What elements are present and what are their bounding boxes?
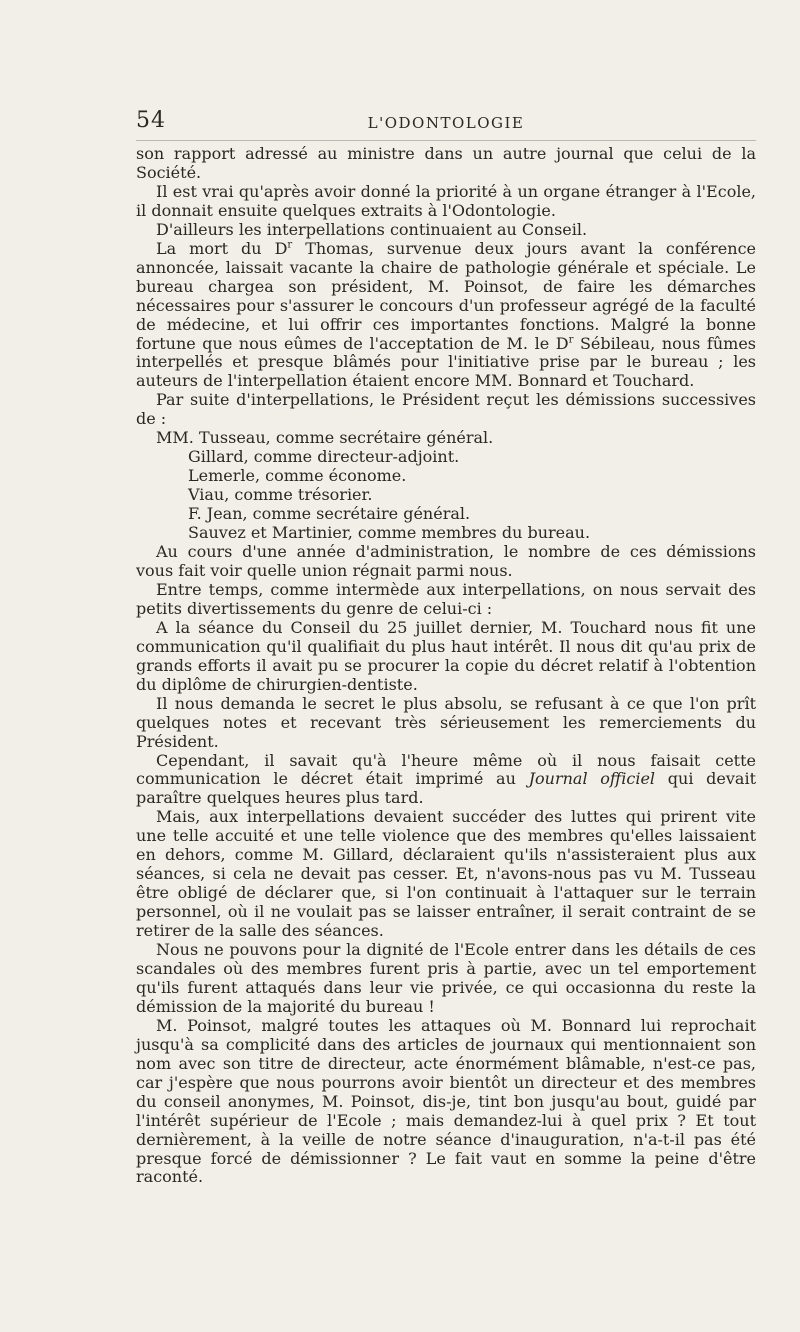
- paragraph: Il nous demanda le secret le plus absolu, se refusant à ce que l'on prît quelques notes et recevant très sérieusement les remerciements du Président.: [136, 693, 756, 751]
- resignation-list-item: Gillard, comme directeur-adjoint.: [188, 447, 460, 467]
- italic-title: Journal officiel: [528, 769, 656, 789]
- paragraph: Nous ne pouvons pour la dignité de l'Ecole entrer dans les détails de ces scandales où des membres furent pris à partie, avec un tel emportement qu'ils furent attaqués dans leur vie privée, ce qui occasionna du reste la démission de la majorité du bureau !: [136, 940, 756, 1016]
- paragraph: [136, 752, 756, 809]
- resignation-list-item: Sauvez et Martinier, comme membres du bureau.: [188, 523, 591, 543]
- body-text: [136, 145, 756, 1187]
- text-run: qui devait paraître quelques heures plus tard.: [136, 769, 757, 808]
- paragraph: M. Poinsot, malgré toutes les attaques où M. Bonnard lui reprochait jusqu'à sa complicité dans des articles de journaux qui mentionnaient son nom avec son titre de directeur, acte énormément blâmable, n'est-ce pas, car j'espère que nous pourrons avoir bientôt un directeur et des membres du conseil anonymes, M. Poinsot, dis-je, tint bon jusqu'au bout, guidé par l'intérêt supérieur de l'Ecole ; mais demandez-lui à quel prix ? Et tout dernièrement, à la veille de notre séance d'inauguration, n'a-t-il pas été presque forcé de démissionner ? Le fait vaut en somme la peine d'être raconté.: [136, 1015, 756, 1187]
- page-number: 54: [136, 108, 166, 133]
- paragraph: Par suite d'interpellations, le Président reçut les démissions successives de :: [136, 390, 756, 429]
- resignation-list-item: MM. Tusseau, comme secrétaire général.: [156, 428, 494, 448]
- paragraph: Entre temps, comme intermède aux interpellations, on nous servait des petits divertissements du genre de celui-ci :: [136, 579, 756, 618]
- paragraph: son rapport adressé au ministre dans un autre journal que celui de la Société.: [136, 144, 756, 182]
- paragraph: Mais, aux interpellations devaient succéder des luttes qui prirent vite une telle accuité et une telle violence que des membres qu'elles laissaient en dehors, comme M. Gillard, déclaraient qu'ils n'assisteraient plus aux séances, si cela ne devait pas cesser. Et, n'avons-nous pas vu M. Tusseau être obligé de déclarer que, si l'on continuait à l'attaquer sur le terrain personnel, où il ne voulait pas se laisser entraîner, il serait contraint de se retirer de la salle des séances.: [136, 807, 756, 941]
- text-run: La mort du D: [156, 238, 288, 258]
- superscript: r: [568, 334, 574, 346]
- paragraph: A la séance du Conseil du 25 juillet dernier, M. Touchard nous fit une communication qu'il qualifiait du plus haut intérêt. Il nous dit qu'au prix de grands efforts il avait pu se procurer la copie du décret relatif à l'obtention du diplôme de chirurgien-dentiste.: [136, 617, 756, 694]
- paragraph: D'ailleurs les interpellations continuaient au Conseil.: [156, 219, 588, 239]
- running-head: L'ODONTOLOGIE: [367, 114, 525, 132]
- page-header: [136, 108, 756, 141]
- text-run: Sébileau, nous fûmes interpellés et presque blâmés pour l'initiative prise par le bureau ; les auteurs de l'interpellation étaient encore MM. Bonnard et Touchard.: [136, 333, 756, 391]
- resignation-list-item: F. Jean, comme secrétaire général.: [188, 504, 471, 524]
- text-run: Thomas, survenue deux jours avant la conférence annoncée, laissait vacante la chaire de pathologie générale et spéciale. Le bureau chargea son président, M. Poinsot, de faire les démarches nécessaires pour s'assurer le concours d'un professeur agrégé de la faculté de médecine, et lui offrir ces importantes fonctions. Malgré la bonne fortune que nous eûmes de l'acceptation de M. le D: [136, 238, 756, 353]
- superscript: r: [287, 239, 293, 251]
- paragraph: Il est vrai qu'après avoir donné la priorité à un organe étranger à l'Ecole, il donnait ensuite quelques extraits à l'Odontologie.: [136, 181, 756, 220]
- paragraph: Au cours d'une année d'administration, le nombre de ces démissions vous fait voir quelle union régnait parmi nous.: [136, 542, 756, 580]
- resignation-list-item: Lemerle, comme économe.: [188, 466, 407, 486]
- resignation-list-item: Viau, comme trésorier.: [188, 485, 373, 505]
- text-run: Cependant, il savait qu'à l'heure même où il nous faisait cette communication le décret était imprimé au: [136, 750, 756, 789]
- paragraph: [136, 240, 756, 392]
